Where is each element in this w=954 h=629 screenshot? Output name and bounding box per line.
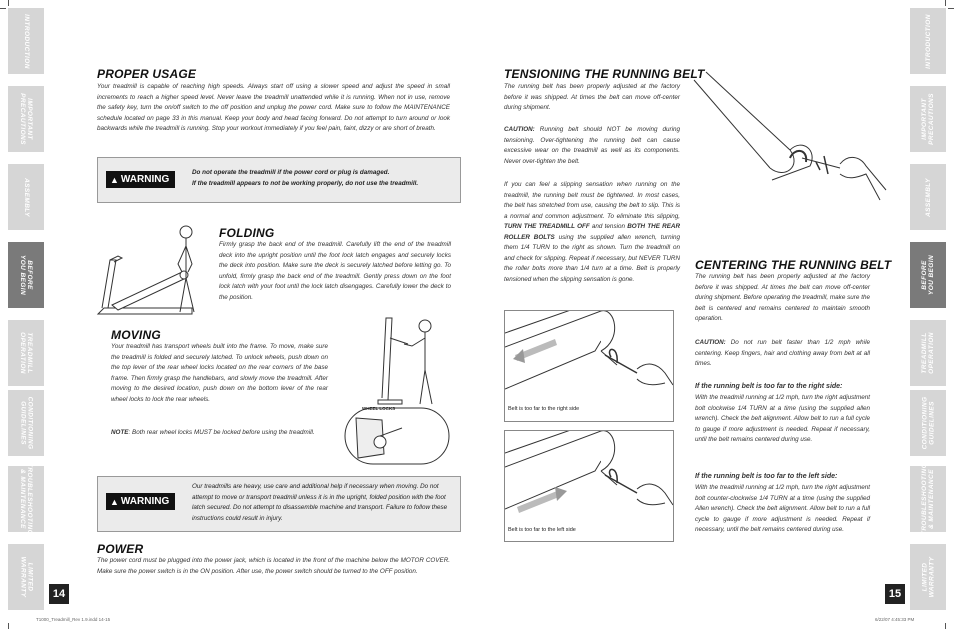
- warning-line-2: If the treadmill appears to not be working properly, do not use the treadmill.: [192, 179, 419, 187]
- centering-caution: [695, 338, 870, 370]
- tensioning-caution: [504, 125, 680, 167]
- warning-triangle-icon: ▲: [110, 496, 119, 507]
- warning-label: WARNING: [120, 496, 170, 507]
- moving-note: [111, 428, 328, 439]
- tab-important-precautions[interactable]: IMPORTANT PRECAUTIONS: [8, 86, 44, 152]
- tensioning-heading: TENSIONING THE RUNNING BELT: [504, 67, 705, 81]
- tab-introduction[interactable]: INTRODUCTION: [8, 8, 44, 74]
- crop-mark: [945, 623, 946, 629]
- power-text: The power cord must be plugged into the power jack, which is located in the front of the machine below the MOTOR COVER. Make sure the power switch is in the ON position. After use, the power switch should be turned to the OFF position.: [97, 557, 450, 575]
- belt-right-caption: Belt is too far to the right side: [508, 406, 580, 412]
- figure-belt-left: [504, 430, 674, 542]
- warning-label: WARNING: [120, 174, 170, 185]
- wheel-locks-label: WHEEL LOCKS: [362, 406, 396, 411]
- tab-conditioning-guidelines[interactable]: CONDITIONING GUIDELINES: [910, 390, 946, 456]
- centering-intro: The running belt has been properly adjusted at the factory before it was shipped. At times the belt can move off-center during shipment. Before operating the treadmill, make sure the belt is centered and remains centered to maintain smooth operation.: [695, 273, 870, 322]
- tab-important-precautions[interactable]: IMPORTANT PRECAUTIONS: [910, 86, 946, 152]
- tab-assembly[interactable]: ASSEMBLY: [8, 164, 44, 230]
- slip-text-c: and tension: [589, 223, 628, 230]
- folding-illustration: [92, 220, 212, 320]
- date-footer: 6/22/07 4:45:33 PM: [875, 617, 915, 622]
- warning-box-moving: [97, 476, 461, 532]
- tab-assembly[interactable]: ASSEMBLY: [910, 164, 946, 230]
- moving-heading: MOVING: [111, 328, 161, 342]
- crop-mark: [945, 0, 946, 6]
- tab-troubleshooting-maintenance[interactable]: TROUBLESHOOTING & MAINTENANCE: [8, 466, 44, 532]
- tensioning-intro: The running belt has been properly adjusted at the factory before it was shipped. At times the belt can move off-center during shipment.: [504, 83, 680, 111]
- belt-right-illustration: [505, 311, 673, 421]
- page-number-left: 14: [49, 584, 69, 604]
- centering-heading: CENTERING THE RUNNING BELT: [695, 258, 892, 272]
- caution-label: CAUTION:: [695, 339, 726, 346]
- proper-usage-text: Your treadmill is capable of reaching high speeds. Always start off using a slower speed and adjust the speed in small increments to reach a higher speed level. Never leave the treadmill unattended while it is running. When not in use, remove the safety key, turn the on/off switch to the off position and unplug the power cord. Make sure to follow the MAINTENANCE schedule located on page 33 in this manual. Keep your body and head facing forward. Do not attempt to turn around or look backwards while the treadmill is running. Stop your workout immediately if you feel pain, faint, dizzy or are short of breath.: [97, 83, 450, 132]
- belt-left-subheading: If the running belt is too far to the left side:: [695, 473, 838, 480]
- slip-text-d: using the supplied allen wrench, turning them 1/4 TURN to the right as shown. Turn the treadmill on and check for slipping. Repeat if necessary, but NEVER TURN the roller bolts more than 1/4 turn at a time. Belt is properly tensioned when the slipping sensation is gone.: [504, 233, 680, 283]
- moving-illustration: [342, 308, 457, 468]
- slip-emphasis-2: BOTH THE REAR ROLLER BOLTS: [504, 223, 681, 241]
- file-footer: T1000_Treadmill_Rev 1.9.indd 14-15: [36, 617, 111, 622]
- tab-treadmill-operation[interactable]: TREADMILL OPERATION: [910, 320, 946, 386]
- tab-treadmill-operation[interactable]: TREADMILL OPERATION: [8, 320, 44, 386]
- warning-triangle-icon: ▲: [110, 174, 119, 185]
- warning-box-power-cord: [97, 157, 461, 203]
- belt-right-text: With the treadmill running at 1/2 mph, turn the right adjustment bolt clockwise 1/4 TURN at a time (using the supplied allen wrench). Check the belt alignment. Allow belt to run a full cycle to gauge if more adjustment is needed. Repeat if necessary, until the belt remains centered during use.: [695, 394, 870, 443]
- crop-mark: [948, 8, 954, 9]
- tensioning-illustration: [690, 70, 890, 220]
- warning-badge: [106, 171, 175, 188]
- tab-introduction[interactable]: INTRODUCTION: [910, 8, 946, 74]
- slip-emphasis-1: TURN THE TREADMILL OFF: [504, 223, 590, 230]
- tab-limited-warranty[interactable]: LIMITED WARRANTY: [8, 544, 44, 610]
- page-number-right: 15: [885, 584, 905, 604]
- crop-mark: [0, 8, 6, 9]
- slip-text-a: If you can feel a slipping sensation when running on the treadmill, the running belt must be tightened. In most cases, the belt has stretched from use, causing the belt to slip. This is a normal and common adjustment. To eliminate this slipping,: [504, 181, 680, 220]
- crop-mark: [8, 0, 9, 6]
- caution-text: Running belt should NOT be moving during tensioning. Over-tightening the running belt can cause excessive wear on the treadmill as well as its components. Never over-tighten the belt.: [504, 126, 680, 165]
- caution-text: Do not run belt faster than 1/2 mph while centering. Keep fingers, hair and clothing away from belt at all times.: [695, 339, 870, 367]
- warning-line-1: Do not operate the treadmill if the power cord or plug is damaged.: [192, 169, 390, 176]
- belt-left-caption: Belt is too far to the left side: [508, 527, 576, 533]
- belt-right-subheading: If the running belt is too far to the right side:: [695, 383, 843, 390]
- note-label: NOTE: [111, 429, 129, 436]
- folding-text: Firmly grasp the back end of the treadmill. Carefully lift the end of the treadmill deck into the upright position until the foot lock latch engages and securely locks the deck into position. Make sure the deck is securely latched before letting go. To unfold, firmly grasp the back end of the treadmill. Gently press down on the foot lock latch with your foot until the lock latch disengages. Carefully lower the deck to the position.: [219, 241, 451, 301]
- tensioning-slip-text: [504, 180, 680, 285]
- power-heading: POWER: [97, 542, 144, 556]
- folding-heading: FOLDING: [219, 226, 275, 240]
- tab-limited-warranty[interactable]: LIMITED WARRANTY: [910, 544, 946, 610]
- tab-before-you-begin[interactable]: BEFORE YOU BEGIN: [910, 242, 946, 308]
- crop-mark: [8, 623, 9, 629]
- belt-left-illustration: [505, 431, 673, 541]
- tab-troubleshooting-maintenance[interactable]: TROUBLESHOOTING & MAINTENANCE: [910, 466, 946, 532]
- proper-usage-heading: PROPER USAGE: [97, 67, 197, 81]
- belt-left-text: With the treadmill running at 1/2 mph, turn the right adjustment bolt counter-clockwise 1/4 TURN at a time (using the supplied Allen wrench). Check the belt alignment. Allow belt to run a full cycle to gauge if more adjustment is needed. Repeat if necessary, until the belt remains centered during use.: [695, 484, 870, 533]
- tab-before-you-begin[interactable]: BEFORE YOU BEGIN: [8, 242, 44, 308]
- note-text: : Both rear wheel locks MUST be locked before using the treadmill.: [128, 429, 315, 436]
- warning-text: [192, 168, 454, 189]
- moving-text: Your treadmill has transport wheels built into the frame. To move, make sure the treadmill is folded and securely latched. To unlock wheels, push down on the top lever of the rear wheel locks located on the rear corners of the base frame. Then firmly grasp the handlebars, and slowly move the treadmill. After moving to the desired location, push down on the bottom lever of the rear wheel locks to lock the rear wheels.: [111, 343, 328, 403]
- caution-label: CAUTION:: [504, 126, 535, 133]
- warning-badge: [106, 493, 175, 510]
- warning-text: Our treadmills are heavy, use care and additional help if necessary when moving. Do not attempt to move or transport treadmill unless it is in the upright, folded position with the foot latch secured. Do not attempt to disassemble machine and transport. Failure to follow these instructions could result in injury.: [192, 483, 448, 522]
- tab-conditioning-guidelines[interactable]: CONDITIONING GUIDELINES: [8, 390, 44, 456]
